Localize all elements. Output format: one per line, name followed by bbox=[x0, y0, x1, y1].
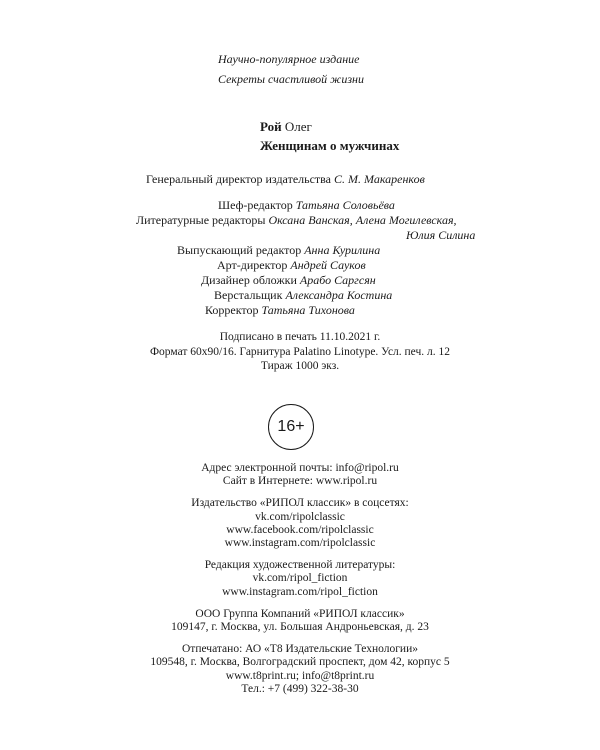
social-instagram-link: www.instagram.com/ripolclassic bbox=[224, 537, 376, 550]
company-group bbox=[0, 608, 600, 634]
print-info bbox=[0, 330, 600, 374]
printer-phone: Тел.: +7 (499) 322-38-30 bbox=[241, 682, 359, 695]
author-line bbox=[260, 117, 399, 136]
credit-role: Верстальщик bbox=[214, 288, 283, 302]
contact-site: Сайт в Интернете: www.ripol.ru bbox=[222, 475, 378, 488]
credit-name: Татьяна Соловьёва bbox=[295, 198, 395, 212]
credit-row bbox=[214, 288, 392, 303]
director-name: С. М. Макаренков bbox=[334, 172, 425, 186]
fiction-group bbox=[0, 559, 600, 599]
credit-name: Татьяна Тихонова bbox=[261, 303, 355, 317]
credit-row bbox=[136, 213, 457, 228]
printer-address: 109548, г. Москва, Волгоградский проспект, дом 42, корпус 5 bbox=[150, 656, 450, 669]
credit-row bbox=[218, 198, 395, 213]
credit-name: Арабо Саргсян bbox=[299, 273, 376, 287]
credit-row bbox=[205, 303, 355, 318]
credit-role: Литературные редакторы bbox=[136, 213, 266, 227]
credit-row bbox=[177, 243, 380, 258]
company-address: 109147, г. Москва, ул. Большая Андроньевская, д. 23 bbox=[171, 621, 429, 634]
author-surname: Рой bbox=[260, 119, 282, 134]
credit-role: Выпускающий редактор bbox=[177, 243, 302, 257]
age-rating-badge: 16+ bbox=[268, 404, 314, 450]
credit-role: Корректор bbox=[205, 303, 259, 317]
print-signed: Подписано в печать 11.10.2021 г. bbox=[219, 331, 381, 343]
printer-name: Отпечатано: АО «Т8 Издательские Технологии» bbox=[182, 643, 418, 656]
social-vk-link: vk.com/ripolclassic bbox=[255, 510, 345, 523]
book-title: Женщинам о мужчинах bbox=[260, 138, 400, 153]
credit-role: Шеф-редактор bbox=[218, 198, 293, 212]
contact-email: Адрес электронной почты: info@ripol.ru bbox=[201, 462, 399, 474]
credit-role: Дизайнер обложки bbox=[201, 273, 297, 287]
book-heading bbox=[260, 117, 399, 155]
credit-row bbox=[217, 258, 366, 273]
credit-row bbox=[406, 228, 475, 243]
director-role: Генеральный директор издательства bbox=[146, 172, 332, 186]
printer-web: www.t8print.ru; info@t8print.ru bbox=[225, 669, 375, 682]
credit-role: Арт-директор bbox=[217, 258, 288, 272]
credit-name: Андрей Сауков bbox=[290, 258, 366, 272]
social-title: Издательство «РИПОЛ классик» в соцсетях: bbox=[191, 497, 409, 510]
contact-group bbox=[0, 462, 600, 488]
director-line bbox=[146, 171, 425, 187]
fiction-vk-link: vk.com/ripol_fiction bbox=[252, 572, 348, 585]
fiction-instagram-link: www.instagram.com/ripol_fiction bbox=[222, 585, 378, 598]
series-name: Секреты счастливой жизни bbox=[218, 72, 364, 86]
series-type: Научно-популярное издание bbox=[218, 52, 360, 66]
author-name: Олег bbox=[284, 119, 312, 134]
credit-name: Юлия Силина bbox=[406, 228, 476, 242]
social-facebook-link: www.facebook.com/ripolclassic bbox=[226, 523, 374, 536]
company-name: ООО Группа Компаний «РИПОЛ классик» bbox=[195, 607, 405, 620]
social-group bbox=[0, 497, 600, 550]
credit-row bbox=[201, 273, 376, 288]
fiction-title: Редакция художественной литературы: bbox=[204, 559, 396, 572]
print-format: Формат 60х90/16. Гарнитура Palatino Linotype. Усл. печ. л. 12 bbox=[149, 345, 451, 358]
credit-name: Анна Курилина bbox=[304, 243, 381, 257]
series-info bbox=[218, 49, 364, 89]
printer-group bbox=[0, 643, 600, 696]
credit-name: Оксана Ванская, Алена Могилевская, bbox=[268, 213, 457, 227]
print-run: Тираж 1000 экз. bbox=[260, 360, 340, 372]
contacts-block bbox=[0, 462, 600, 705]
credit-name: Александра Костина bbox=[285, 288, 393, 302]
